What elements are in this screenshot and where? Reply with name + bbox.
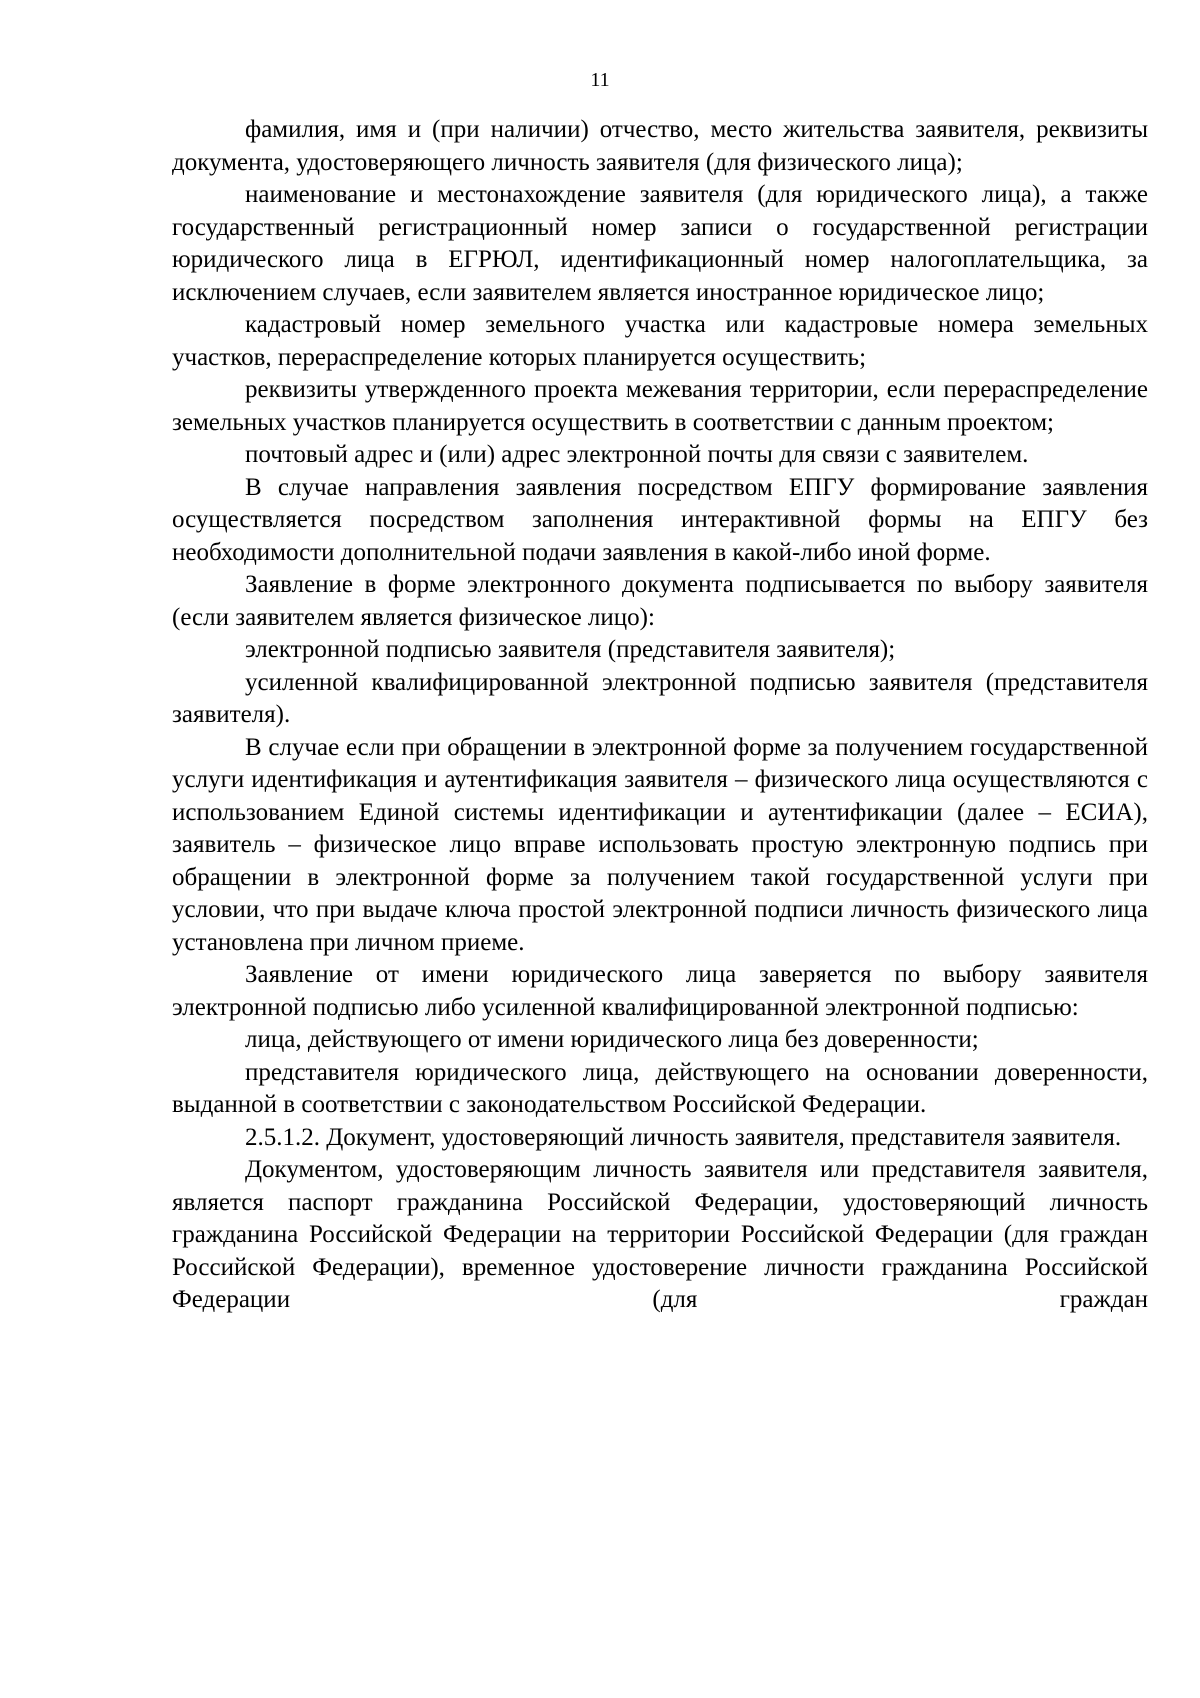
paragraph-survey-project: реквизиты утвержденного проекта межевания территории, если перераспределение земельных участков планируется осуществить в соответствии с данным проектом; bbox=[172, 376, 1148, 436]
paragraph-postal-address: почтовый адрес и (или) адрес электронной почты для связи с заявителем. bbox=[245, 441, 1029, 468]
paragraph-epgu-submission: В случае направления заявления посредством ЕПГУ формирование заявления осуществляется посредством заполнения интерактивной формы на ЕПГУ без необходимости дополнительной подачи заявления в какой-либо иной форме. bbox=[172, 473, 1148, 566]
paragraph-section-2-5-1-2: 2.5.1.2. Документ, удостоверяющий личность заявителя, представителя заявителя. bbox=[245, 1123, 1122, 1151]
paragraph-esia: В случае если при обращении в электронной форме за получением государственной услуги идентификация и аутентификация заявителя – физического лица осуществляются с использованием Единой системы идентификации и аутентификации (далее – ЕСИА), заявитель – физическое лицо вправе использовать простую электронную подпись при обращении в электронной форме за получением такой государственной услуги при условии, что при выдаче ключа простой электронной подписи личность физического лица установлена при личном приеме. bbox=[172, 733, 1148, 956]
paragraph-qualified-signature: усиленной квалифицированной электронной подписью заявителя (представителя заявителя). bbox=[172, 668, 1148, 728]
paragraph-legal-entity: наименование и местонахождение заявителя (для юридического лица), а также государственный регистрационный номер записи о государственной регистрации юридического лица в ЕГРЮЛ, идентификационный номер налогоплательщика, за исключением случаев, если заявителем является иностранное юридическое лицо; bbox=[172, 181, 1148, 306]
paragraph-legal-entity-signing: Заявление от имени юридического лица заверяется по выбору заявителя электронной подписью либо усиленной квалифицированной электронной подписью: bbox=[172, 961, 1148, 1021]
document-body bbox=[172, 114, 1148, 1317]
paragraph-cadastral-number: кадастровый номер земельного участка или кадастровые номера земельных участков, перераспределение которых планируется осуществить; bbox=[172, 311, 1148, 371]
paragraph-electronic-signature: электронной подписью заявителя (представителя заявителя); bbox=[245, 636, 896, 663]
paragraph-applicant-name: фамилия, имя и (при наличии) отчество, место жительства заявителя, реквизиты документа, удостоверяющего личность заявителя (для физического лица); bbox=[172, 116, 1148, 176]
paragraph-electronic-signing: Заявление в форме электронного документа подписывается по выбору заявителя (если заявителем является физическое лицо): bbox=[172, 571, 1148, 631]
paragraph-with-power-of-attorney: представителя юридического лица, действующего на основании доверенности, выданной в соответствии с законодательством Российской Федерации. bbox=[172, 1058, 1148, 1118]
paragraph-without-power-of-attorney: лица, действующего от имени юридического лица без доверенности; bbox=[245, 1026, 979, 1053]
page-number: 11 bbox=[590, 69, 610, 91]
paragraph-identity-documents: Документом, удостоверяющим личность заявителя или представителя заявителя, является паспорт гражданина Российской Федерации, удостоверяющий личность гражданина Российской Федерации на территории Российской Федерации (для граждан Российской Федерации), временное удостоверение личности гражданина Российской Федерации (для граждан bbox=[172, 1156, 1148, 1313]
